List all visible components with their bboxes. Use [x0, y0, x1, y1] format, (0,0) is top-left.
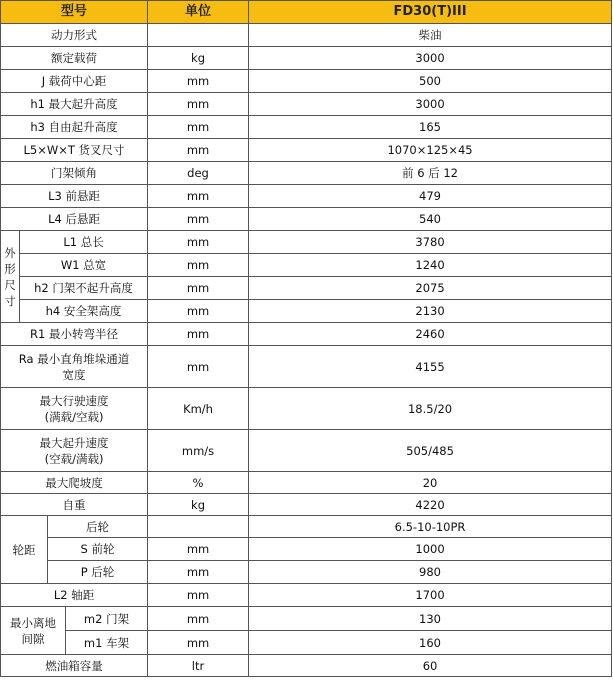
row-w1: [1, 254, 612, 277]
wheelbase-group-label: 轮距: [1, 516, 48, 584]
row-unit: mm: [148, 139, 249, 162]
row-l2: [1, 584, 612, 607]
row-unit: kg: [148, 47, 249, 70]
row-value: 1700: [249, 584, 612, 607]
row-value: 3780: [249, 231, 612, 254]
row-label: 门架倾角: [1, 162, 148, 185]
row-label: 燃油箱容量: [1, 655, 148, 677]
row-label: 动力形式: [1, 24, 148, 47]
row-ra: [1, 346, 612, 388]
row-unit: mm: [148, 254, 249, 277]
row-unit: mm: [148, 277, 249, 300]
row-label-line: (满载/空载): [44, 409, 104, 424]
row-value: 479: [249, 185, 612, 208]
row-unit: [148, 516, 249, 538]
row-value: 980: [249, 561, 612, 584]
row-r1: [1, 323, 612, 346]
row-l1: [1, 231, 612, 254]
row-unit: mm: [148, 346, 249, 388]
row-value: 1240: [249, 254, 612, 277]
row-gradeability: [1, 472, 612, 494]
row-value: 130: [249, 607, 612, 631]
row-unit: deg: [148, 162, 249, 185]
clearance-group-line: 间隙: [21, 631, 45, 646]
row-value: 2460: [249, 323, 612, 346]
row-label: h4 安全架高度: [20, 300, 148, 323]
row-load-center: [1, 70, 612, 93]
row-value: 4155: [249, 346, 612, 388]
row-label: 后轮: [48, 516, 148, 538]
row-label: [1, 430, 148, 472]
row-travel-speed: [1, 388, 612, 430]
row-m2: [1, 607, 612, 631]
header-row: [1, 1, 612, 24]
row-unit: mm: [148, 323, 249, 346]
dims-group-label: [1, 231, 20, 323]
row-unit: mm: [148, 93, 249, 116]
row-unit: kg: [148, 494, 249, 516]
row-fork: [1, 139, 612, 162]
dims-group-char: 尺: [4, 277, 16, 292]
row-unit: mm: [148, 561, 249, 584]
row-label-line: 最大起升速度: [39, 435, 109, 450]
row-label: 额定载荷: [1, 47, 148, 70]
row-label: h1 最大起升高度: [1, 93, 148, 116]
row-label-line: Ra 最小直角堆垛通道: [18, 351, 130, 366]
row-label: L4 后悬距: [1, 208, 148, 231]
row-unit: mm/s: [148, 430, 249, 472]
row-value: 6.5-10-10PR: [249, 516, 612, 538]
row-value: 165: [249, 116, 612, 139]
row-value: 柴油: [249, 24, 612, 47]
row-value: 4220: [249, 494, 612, 516]
row-fuel: [1, 655, 612, 677]
header-model: 型号: [1, 1, 148, 24]
row-label: L3 前悬距: [1, 185, 148, 208]
row-unit: mm: [148, 631, 249, 655]
row-h2: [1, 277, 612, 300]
row-l3: [1, 185, 612, 208]
row-label: W1 总宽: [20, 254, 148, 277]
row-label: 自重: [1, 494, 148, 516]
row-value: 20: [249, 472, 612, 494]
row-unit: mm: [148, 116, 249, 139]
row-tilt: [1, 162, 612, 185]
row-unit: mm: [148, 584, 249, 607]
row-label-line: 最大行驶速度: [39, 393, 109, 408]
row-power: [1, 24, 612, 47]
dims-group-char: 形: [4, 261, 16, 276]
row-value: 2075: [249, 277, 612, 300]
row-label: S 前轮: [48, 538, 148, 561]
row-value: 3000: [249, 47, 612, 70]
row-label-line: (空载/满载): [44, 451, 104, 466]
row-unit: mm: [148, 300, 249, 323]
row-label-line: 宽度: [62, 367, 86, 382]
clearance-group-label: [1, 607, 66, 655]
row-m1: [1, 631, 612, 655]
row-unit: mm: [148, 231, 249, 254]
row-value: 1000: [249, 538, 612, 561]
row-unit: mm: [148, 538, 249, 561]
row-l4: [1, 208, 612, 231]
row-unit: mm: [148, 607, 249, 631]
dims-group-char: 外: [4, 245, 16, 260]
row-label: J 载荷中心距: [1, 70, 148, 93]
row-h1: [1, 93, 612, 116]
row-value: 1070×125×45: [249, 139, 612, 162]
row-label: R1 最小转弯半径: [1, 323, 148, 346]
row-label: L2 轴距: [1, 584, 148, 607]
row-label: [1, 346, 148, 388]
row-label: L1 总长: [20, 231, 148, 254]
row-weight: [1, 494, 612, 516]
row-lift-speed: [1, 430, 612, 472]
row-rear-tire: [1, 516, 612, 538]
row-h3: [1, 116, 612, 139]
row-label: m2 门架: [66, 607, 148, 631]
row-unit: Km/h: [148, 388, 249, 430]
row-unit: %: [148, 472, 249, 494]
row-label: h2 门架不起升高度: [20, 277, 148, 300]
row-value: 3000: [249, 93, 612, 116]
row-value: 500: [249, 70, 612, 93]
row-label: P 后轮: [48, 561, 148, 584]
clearance-group-line: 最小离地: [10, 615, 56, 630]
row-unit: mm: [148, 70, 249, 93]
row-value: 18.5/20: [249, 388, 612, 430]
row-unit: mm: [148, 208, 249, 231]
row-p-rear: [1, 561, 612, 584]
row-value: 60: [249, 655, 612, 677]
row-value: 前 6 后 12: [249, 162, 612, 185]
dims-group-char: 寸: [4, 293, 16, 308]
row-unit: mm: [148, 185, 249, 208]
row-label: L5×W×T 货叉尺寸: [1, 139, 148, 162]
row-label: [1, 388, 148, 430]
row-unit: [148, 24, 249, 47]
row-label: m1 车架: [66, 631, 148, 655]
row-value: 2130: [249, 300, 612, 323]
header-unit: 单位: [148, 1, 249, 24]
row-label: 最大爬坡度: [1, 472, 148, 494]
row-unit: ltr: [148, 655, 249, 677]
header-value: FD30(T)III: [249, 1, 612, 24]
row-h4: [1, 300, 612, 323]
row-s-front: [1, 538, 612, 561]
row-value: 160: [249, 631, 612, 655]
row-value: 540: [249, 208, 612, 231]
row-label: h3 自由起升高度: [1, 116, 148, 139]
row-load: [1, 47, 612, 70]
row-value: 505/485: [249, 430, 612, 472]
